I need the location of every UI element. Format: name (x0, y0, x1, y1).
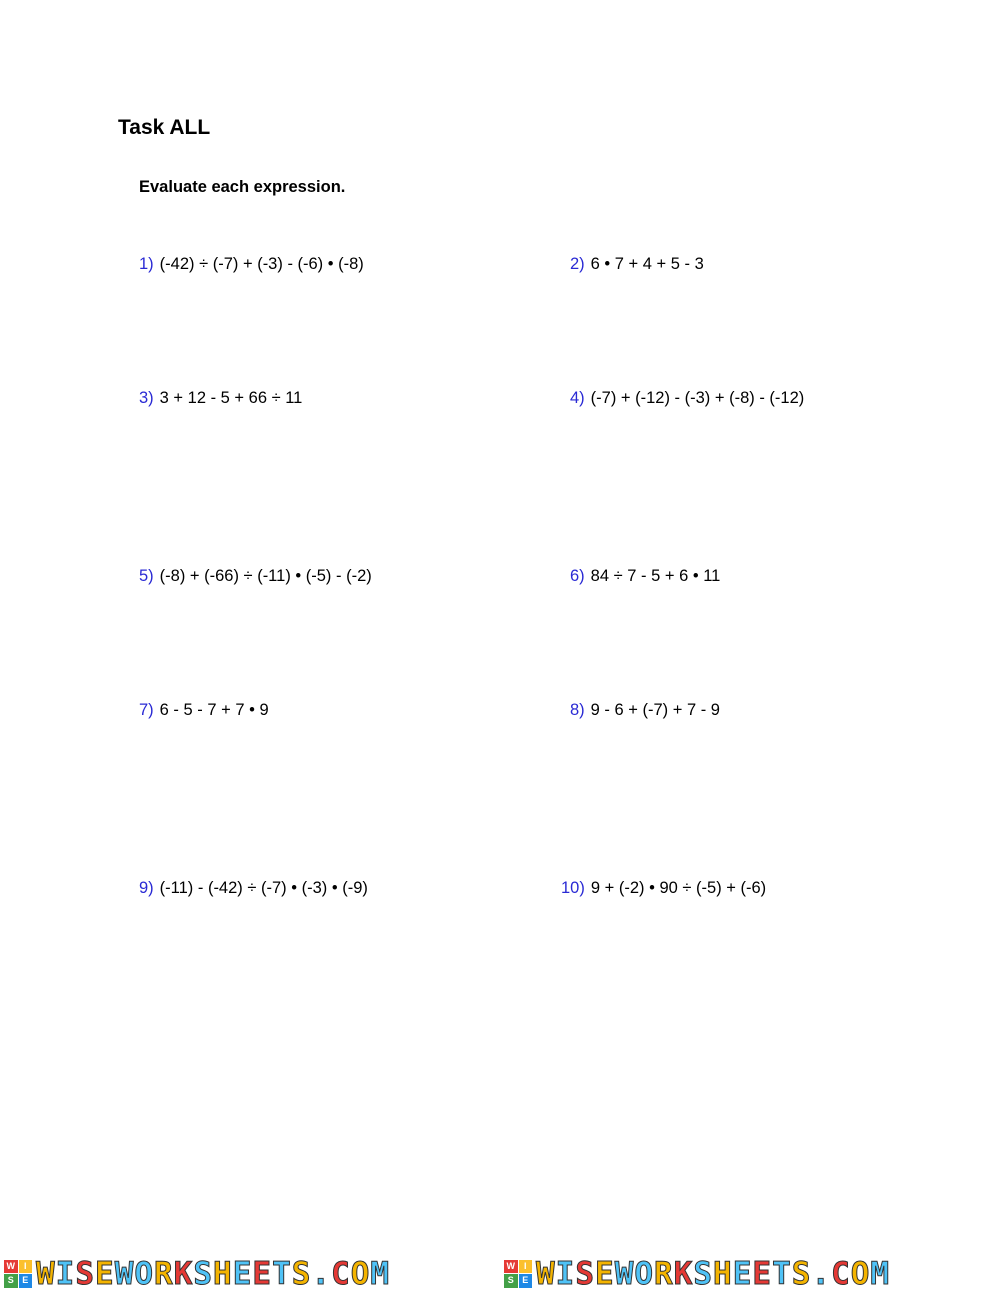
problem-7 (139, 701, 269, 720)
problem-number: 10) (561, 879, 585, 897)
problem-number: 8) (570, 701, 585, 719)
brand-text (536, 1256, 890, 1292)
brand-letter: O (634, 1255, 655, 1292)
brand-letter: R (154, 1255, 174, 1292)
brand-letter: S (193, 1255, 214, 1292)
logo-letter: I (19, 1260, 33, 1274)
footer-watermark (0, 1256, 1000, 1291)
problem-9 (139, 879, 368, 898)
logo-letter: S (4, 1274, 18, 1288)
problem-expression: 6 - 5 - 7 + 7 • 9 (159, 701, 269, 719)
brand-letter: W (536, 1255, 556, 1292)
problem-6 (570, 567, 720, 586)
brand-letter: E (595, 1255, 615, 1292)
problem-expression: (-42) ÷ (-7) + (-3) - (-6) • (-8) (159, 255, 364, 273)
logo-letter: W (504, 1260, 518, 1274)
problem-expression: 9 + (-2) • 90 ÷ (-5) + (-6) (590, 879, 767, 897)
brand-letter: W (614, 1255, 635, 1292)
logo-letter: E (519, 1274, 533, 1288)
logo-letter: W (4, 1260, 18, 1274)
brand-letter: E (232, 1255, 253, 1292)
problem-expression: 84 ÷ 7 - 5 + 6 • 11 (590, 567, 721, 585)
brand-letter: K (173, 1255, 194, 1292)
brand-letter: O (134, 1255, 155, 1292)
brand-letter: I (55, 1255, 76, 1292)
brand-letter: T (772, 1255, 792, 1292)
problem-number: 4) (570, 389, 585, 407)
brand-letter: C (831, 1255, 851, 1292)
problem-number: 3) (139, 389, 154, 407)
brand-letter: . (811, 1255, 832, 1292)
brand-text (36, 1256, 390, 1292)
brand-letter: H (713, 1255, 733, 1292)
brand-letter: M (370, 1255, 391, 1292)
logo-letter: I (519, 1260, 533, 1274)
brand-letter: E (95, 1255, 115, 1292)
brand-letter: T (272, 1255, 292, 1292)
brand-letter: S (291, 1255, 312, 1292)
logo-letter: E (19, 1274, 33, 1288)
problem-number: 5) (139, 567, 154, 585)
problem-2 (570, 255, 704, 274)
brand-letter: H (213, 1255, 233, 1292)
problem-10 (561, 879, 766, 898)
problem-1 (139, 255, 364, 274)
brand-letter: . (311, 1255, 332, 1292)
brand-letter: E (752, 1255, 773, 1292)
brand-letter: E (252, 1255, 273, 1292)
brand-letter: I (555, 1255, 576, 1292)
problem-expression: (-7) + (-12) - (-3) + (-8) - (-12) (590, 389, 805, 407)
brand-letter: R (654, 1255, 674, 1292)
brand-letter: E (732, 1255, 753, 1292)
brand-letter: C (331, 1255, 351, 1292)
brand-letter: O (850, 1255, 871, 1292)
brand-letter: O (350, 1255, 371, 1292)
problem-expression: 9 - 6 + (-7) + 7 - 9 (590, 701, 720, 719)
problem-4 (570, 389, 804, 408)
problem-expression: (-11) - (-42) ÷ (-7) • (-3) • (-9) (159, 879, 368, 897)
brand-letter: S (693, 1255, 714, 1292)
problem-3 (139, 389, 302, 408)
problem-number: 9) (139, 879, 154, 897)
brand-letter: K (673, 1255, 694, 1292)
problem-number: 1) (139, 255, 154, 273)
problem-number: 2) (570, 255, 585, 273)
brand-logo (504, 1256, 890, 1291)
instructions: Evaluate each expression. (139, 178, 346, 196)
brand-letter: S (575, 1255, 596, 1292)
problem-5 (139, 567, 372, 586)
problem-expression: 6 • 7 + 4 + 5 - 3 (590, 255, 704, 273)
problem-number: 7) (139, 701, 154, 719)
page-title: Task ALL (118, 116, 211, 139)
logo-letter: S (504, 1274, 518, 1288)
problem-8 (570, 701, 720, 720)
brand-letter: W (114, 1255, 135, 1292)
logo-icon (4, 1260, 32, 1288)
brand-letter: M (870, 1255, 891, 1292)
brand-letter: S (791, 1255, 812, 1292)
problem-expression: (-8) + (-66) ÷ (-11) • (-5) - (-2) (159, 567, 372, 585)
logo-icon (504, 1260, 532, 1288)
brand-logo (4, 1256, 390, 1291)
problem-expression: 3 + 12 - 5 + 66 ÷ 11 (159, 389, 303, 407)
brand-letter: S (75, 1255, 96, 1292)
problem-number: 6) (570, 567, 585, 585)
brand-letter: W (36, 1255, 56, 1292)
